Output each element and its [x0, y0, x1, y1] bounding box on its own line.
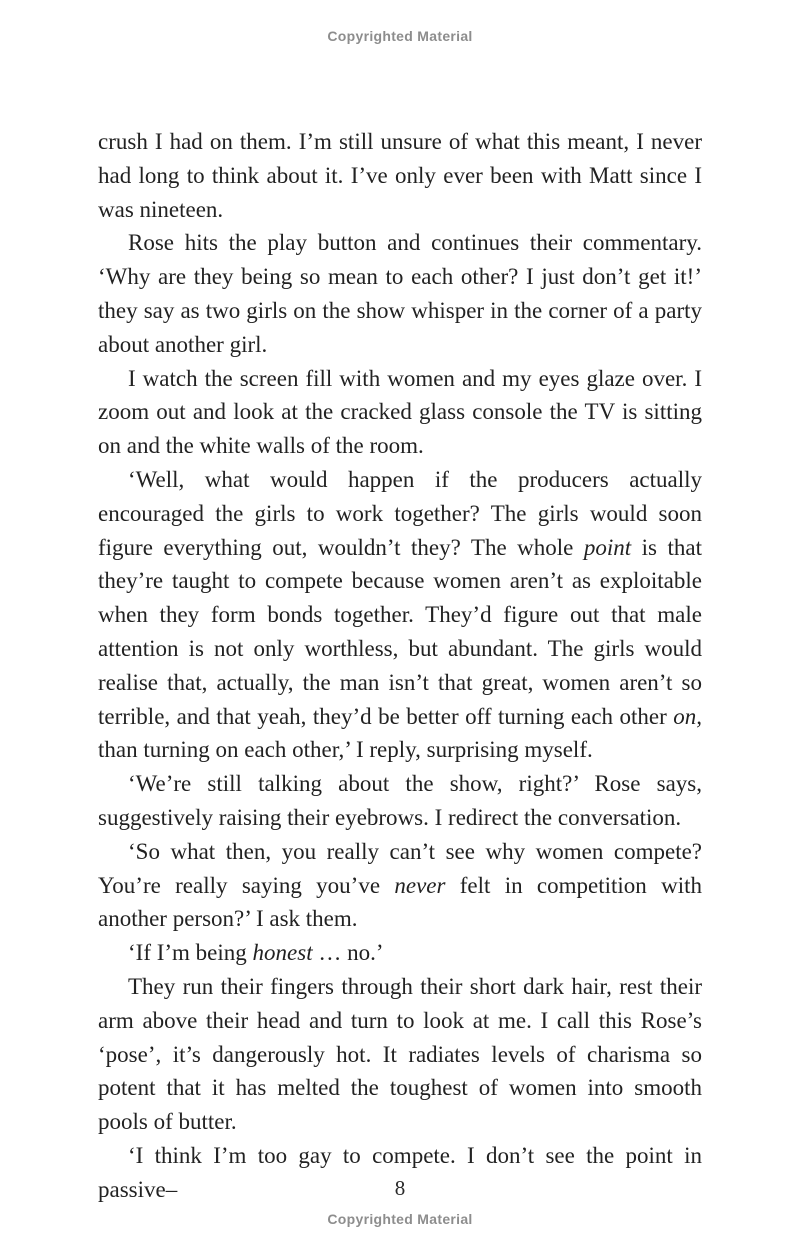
- header-copyright-notice: Copyrighted Material: [327, 28, 473, 44]
- italic-text-run: never: [394, 872, 446, 898]
- italic-text-run: point: [583, 534, 632, 560]
- paragraph: [98, 835, 702, 936]
- text-run: is that they’re taught to compete because women aren’t as exploitable when they form bonds together. They’d figure out that male attention is not only worthless, but abundant. The girls would realise that, actually, the man isn’t that great, women aren’t so terrible, and that yeah, they’d be better off turning each other: [98, 534, 702, 729]
- text-run: I watch the screen fill with women and my eyes glaze over. I zoom out and look at the cracked glass console the TV is sitting on and the white walls of the room.: [98, 365, 702, 459]
- text-run: than turning on each other,’ I reply, surprising myself.: [98, 737, 593, 763]
- italic-text-run: honest: [252, 940, 313, 966]
- paragraph: [98, 463, 702, 767]
- text-run: ‘If I’m being: [128, 940, 253, 966]
- paragraph: [98, 362, 702, 463]
- italic-text-run: on,: [673, 703, 702, 729]
- footer-copyright-notice: Copyrighted Material: [327, 1211, 473, 1227]
- text-run: Rose hits the play button and continues their commentary. ‘Why are they being so mean to each other? I just don’t get it!’ they say as two girls on the show whisper in the corner of a party about another girl.: [98, 230, 702, 357]
- text-run: ‘Well, what would happen if the producers actually encouraged the girls to work together? The girls would soon figure everything out, wouldn’t they? The whole: [98, 466, 702, 560]
- text-run: ‘We’re still talking about the show, right?’ Rose says, suggestively raising their eyebrows. I redirect the conversation.: [98, 771, 702, 830]
- text-run: … no.’: [312, 940, 384, 966]
- paragraph: [98, 226, 702, 361]
- text-run: They run their fingers through their short dark hair, rest their arm above their head and turn to look at me. I call this Rose’s ‘pose’, it’s dangerously hot. It radiates levels of charisma so potent that it has melted the toughest of women into smooth pools of butter.: [98, 973, 702, 1135]
- paragraph: [98, 125, 702, 226]
- text-run: ‘So what then, you really can’t see why women compete? You’re really saying you’ve: [98, 838, 702, 898]
- body-text-block: [98, 125, 702, 1207]
- paragraph: [98, 936, 702, 970]
- text-run: felt in competition with another person?’ I ask them.: [98, 872, 703, 932]
- text-run: crush I had on them. I’m still unsure of what this meant, I never had long to think about it. I’ve only ever been with Matt since I was nineteen.: [98, 129, 702, 222]
- paragraph: [98, 767, 702, 835]
- page-number: 8: [394, 1176, 406, 1200]
- text-run: ‘I think I’m too gay to compete. I don’t see the point in passive–: [98, 1142, 702, 1202]
- paragraph: [98, 970, 702, 1139]
